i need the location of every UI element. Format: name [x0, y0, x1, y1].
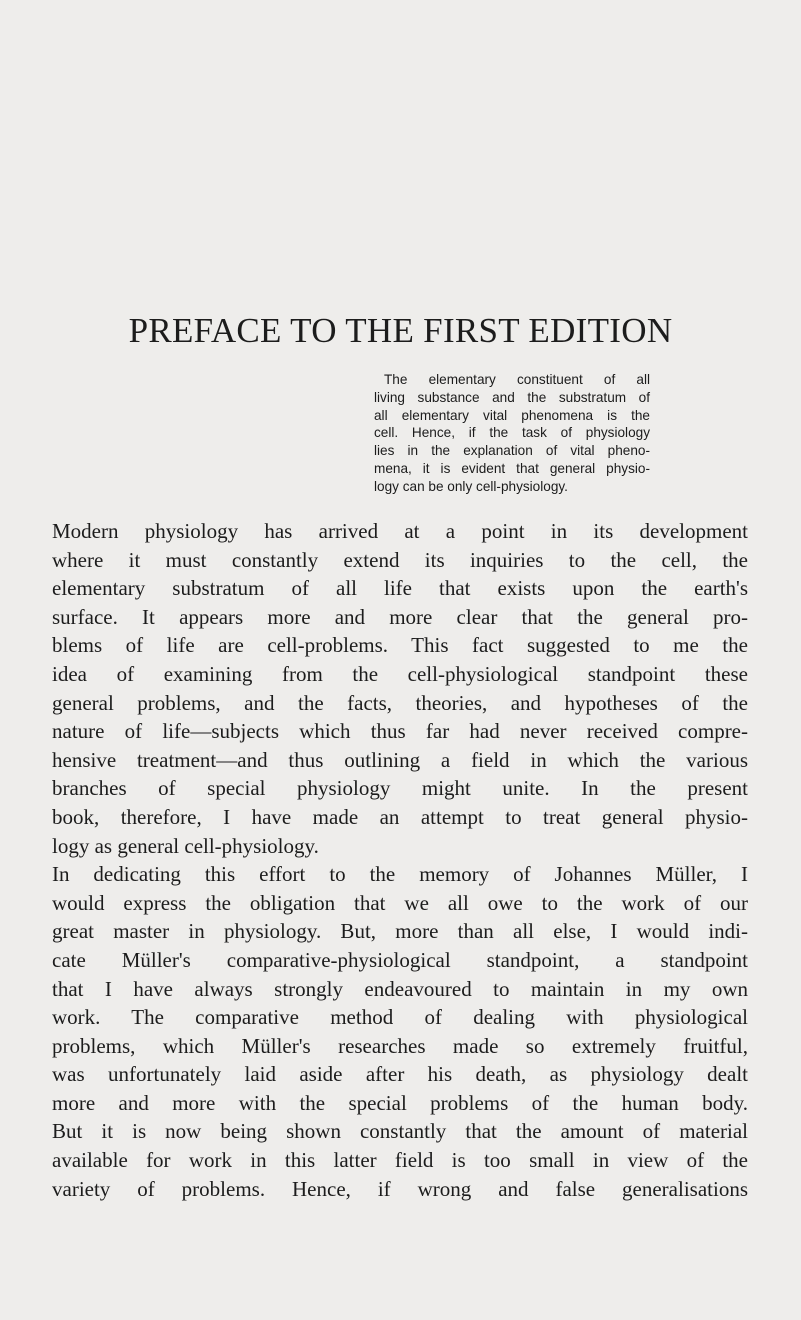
body-line: elementary substratum of all life that exists upon the earth's — [52, 576, 748, 601]
epigraph-line: lies in the explanation of vital pheno- — [374, 443, 650, 459]
epigraph-line: logy can be only cell-physiology. — [374, 478, 568, 494]
epigraph-line: mena, it is evident that general physio- — [374, 460, 650, 476]
epigraph-line: The elementary constituent of all — [384, 372, 650, 387]
body-line: cate Müller's comparative-physiological standpoint, a standpoint — [52, 947, 748, 972]
body-line: would express the obligation that we all owe to the work of our — [52, 890, 748, 915]
body-text — [52, 517, 748, 1203]
body-line: Modern physiology has arrived at a point in its development — [52, 519, 748, 543]
body-line: branches of special physiology might unite. In the present — [52, 776, 748, 801]
body-line: idea of examining from the cell-physiological standpoint these — [52, 661, 748, 686]
body-line: blems of life are cell-problems. This fact suggested to me the — [52, 633, 748, 658]
body-line: that I have always strongly endeavoured to maintain in my own — [52, 976, 748, 1001]
epigraph — [374, 371, 650, 496]
body-line: general problems, and the facts, theories, and hypotheses of the — [52, 690, 748, 715]
epigraph-line: cell. Hence, if the task of physiology — [374, 425, 650, 441]
body-line: In dedicating this effort to the memory of Johannes Müller, I — [52, 862, 748, 887]
body-line: variety of problems. Hence, if wrong and false generalisations — [52, 1176, 748, 1201]
epigraph-line: living substance and the substratum of — [374, 389, 650, 405]
body-line: more and more with the special problems of the human body. — [52, 1090, 748, 1115]
body-line: nature of life—subjects which thus far had never received compre- — [52, 719, 748, 744]
body-line: work. The comparative method of dealing with physiological — [52, 1005, 748, 1030]
page-title: PREFACE TO THE FIRST EDITION — [128, 311, 673, 350]
epigraph-line: all elementary vital phenomena is the — [374, 407, 650, 423]
body-line: problems, which Müller's researches made so extremely fruitful, — [52, 1033, 748, 1058]
body-line: hensive treatment—and thus outlining a field in which the various — [52, 747, 748, 772]
body-line: available for work in this latter field is too small in view of the — [52, 1148, 748, 1173]
body-line: logy as general cell-physiology. — [52, 833, 319, 858]
body-line: was unfortunately laid aside after his death, as physiology dealt — [52, 1062, 748, 1087]
body-line: surface. It appears more and more clear that the general pro- — [52, 604, 748, 629]
body-line: book, therefore, I have made an attempt to treat general physio- — [52, 804, 748, 829]
body-line: But it is now being shown constantly that the amount of material — [52, 1119, 748, 1144]
body-line: where it must constantly extend its inquiries to the cell, the — [52, 547, 748, 572]
body-line: great master in physiology. But, more than all else, I would indi- — [52, 919, 748, 944]
